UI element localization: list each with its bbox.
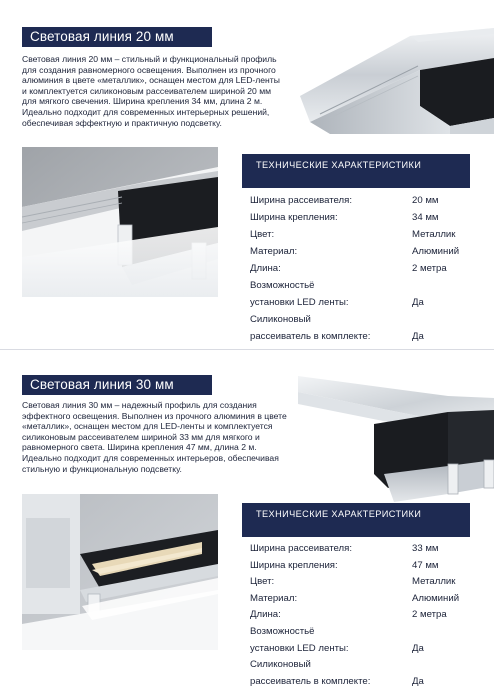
spec-label: Силиконовый xyxy=(250,314,311,325)
spec-value: Да xyxy=(412,331,424,342)
spec-label: Цвет: xyxy=(250,229,275,240)
spec-value: 33 мм xyxy=(412,543,439,554)
product-description: Световая линия 20 мм – стильный и функциональный профиль для создания равномерного освещения. Выполнен из прочного алюминия в цвете «металлик», оснащен местом для LED-ленты и комплектуется силиконовым рассеивателем шириной 20 мм для мягкого свечения. Ширина крепления 34 мм, длина 2 м. Идеально подходит для современных интерьерных решений, обеспечивая эффектную и практичную подсветку. xyxy=(22,54,280,128)
spec-row xyxy=(250,295,480,311)
ceiling-installation-image xyxy=(22,147,218,297)
spec-label: Ширина рассеивателя: xyxy=(250,195,352,206)
section-title: Световая линия 20 мм xyxy=(22,27,212,47)
spec-label: Силиконовый xyxy=(250,659,311,671)
profile-product-image xyxy=(298,374,494,504)
spec-label: установки LED ленты: xyxy=(250,642,349,654)
spec-label: Возможностьё xyxy=(250,280,315,291)
spec-row xyxy=(250,227,480,243)
spec-row xyxy=(250,607,480,623)
spec-value: 47 мм xyxy=(412,559,439,571)
spec-row xyxy=(250,244,480,260)
section-title: Световая линия 30 мм xyxy=(22,375,212,395)
spec-value: 20 мм xyxy=(412,195,439,206)
spec-label: Ширина рассеивателя: xyxy=(250,543,352,554)
spec-label: рассеиватель в комплекте: xyxy=(250,331,371,342)
spec-row xyxy=(250,193,480,209)
spec-label: рассеиватель в комплекте: xyxy=(250,675,371,687)
spec-value: 2 метра xyxy=(412,609,447,621)
spec-row xyxy=(250,261,480,277)
spec-row xyxy=(250,541,480,557)
spec-value: Да xyxy=(412,642,424,654)
spec-header: ТЕХНИЧЕСКИЕ ХАРАКТЕРИСТИКИ xyxy=(242,503,470,537)
spec-row xyxy=(250,624,480,640)
spec-label: Материал: xyxy=(250,592,298,604)
spec-value: Алюминий xyxy=(412,246,460,257)
spec-label: Длина: xyxy=(250,263,281,274)
product-description: Световая линия 30 мм – надежный профиль для создания эффектного освещения. Выполнен из прочного алюминия в цвете «металлик», оснащен местом для LED-ленты и комплектуется силиконовым рассеивателем шириной 33 мм для мягкого и равномерного света. Ширина крепления 47 мм, длина 2 м. Идеально подходит для современных интерьеров, обеспечивая стильную и функциональную подсветку. xyxy=(22,400,287,474)
spec-value: 2 метра xyxy=(412,263,447,274)
spec-value: 34 мм xyxy=(412,212,439,223)
spec-label: Материал: xyxy=(250,246,298,257)
spec-row xyxy=(250,278,480,294)
spec-row xyxy=(250,210,480,226)
spec-row xyxy=(250,574,480,590)
spec-label: Возможностьё xyxy=(250,625,315,637)
product-section-30mm xyxy=(0,350,494,700)
spec-label: Длина: xyxy=(250,609,281,621)
spec-label: Цвет: xyxy=(250,576,275,588)
spec-table xyxy=(250,193,480,346)
spec-label: Ширина крепления: xyxy=(250,212,338,223)
spec-row xyxy=(250,641,480,657)
spec-row xyxy=(250,329,480,345)
spec-header: ТЕХНИЧЕСКИЕ ХАРАКТЕРИСТИКИ xyxy=(242,154,470,188)
spec-label: установки LED ленты: xyxy=(250,297,349,308)
spec-row xyxy=(250,591,480,607)
spec-row xyxy=(250,558,480,574)
spec-label: Ширина крепления: xyxy=(250,559,338,571)
spec-value: Металлик xyxy=(412,576,456,588)
spec-table xyxy=(250,541,480,690)
spec-value: Металлик xyxy=(412,229,456,240)
spec-value: Алюминий xyxy=(412,592,460,604)
ceiling-installation-image xyxy=(22,494,218,650)
spec-row xyxy=(250,674,480,690)
profile-product-image xyxy=(300,18,494,136)
spec-value: Да xyxy=(412,297,424,308)
spec-row xyxy=(250,657,480,673)
spec-value: Да xyxy=(412,675,424,687)
spec-row xyxy=(250,312,480,328)
